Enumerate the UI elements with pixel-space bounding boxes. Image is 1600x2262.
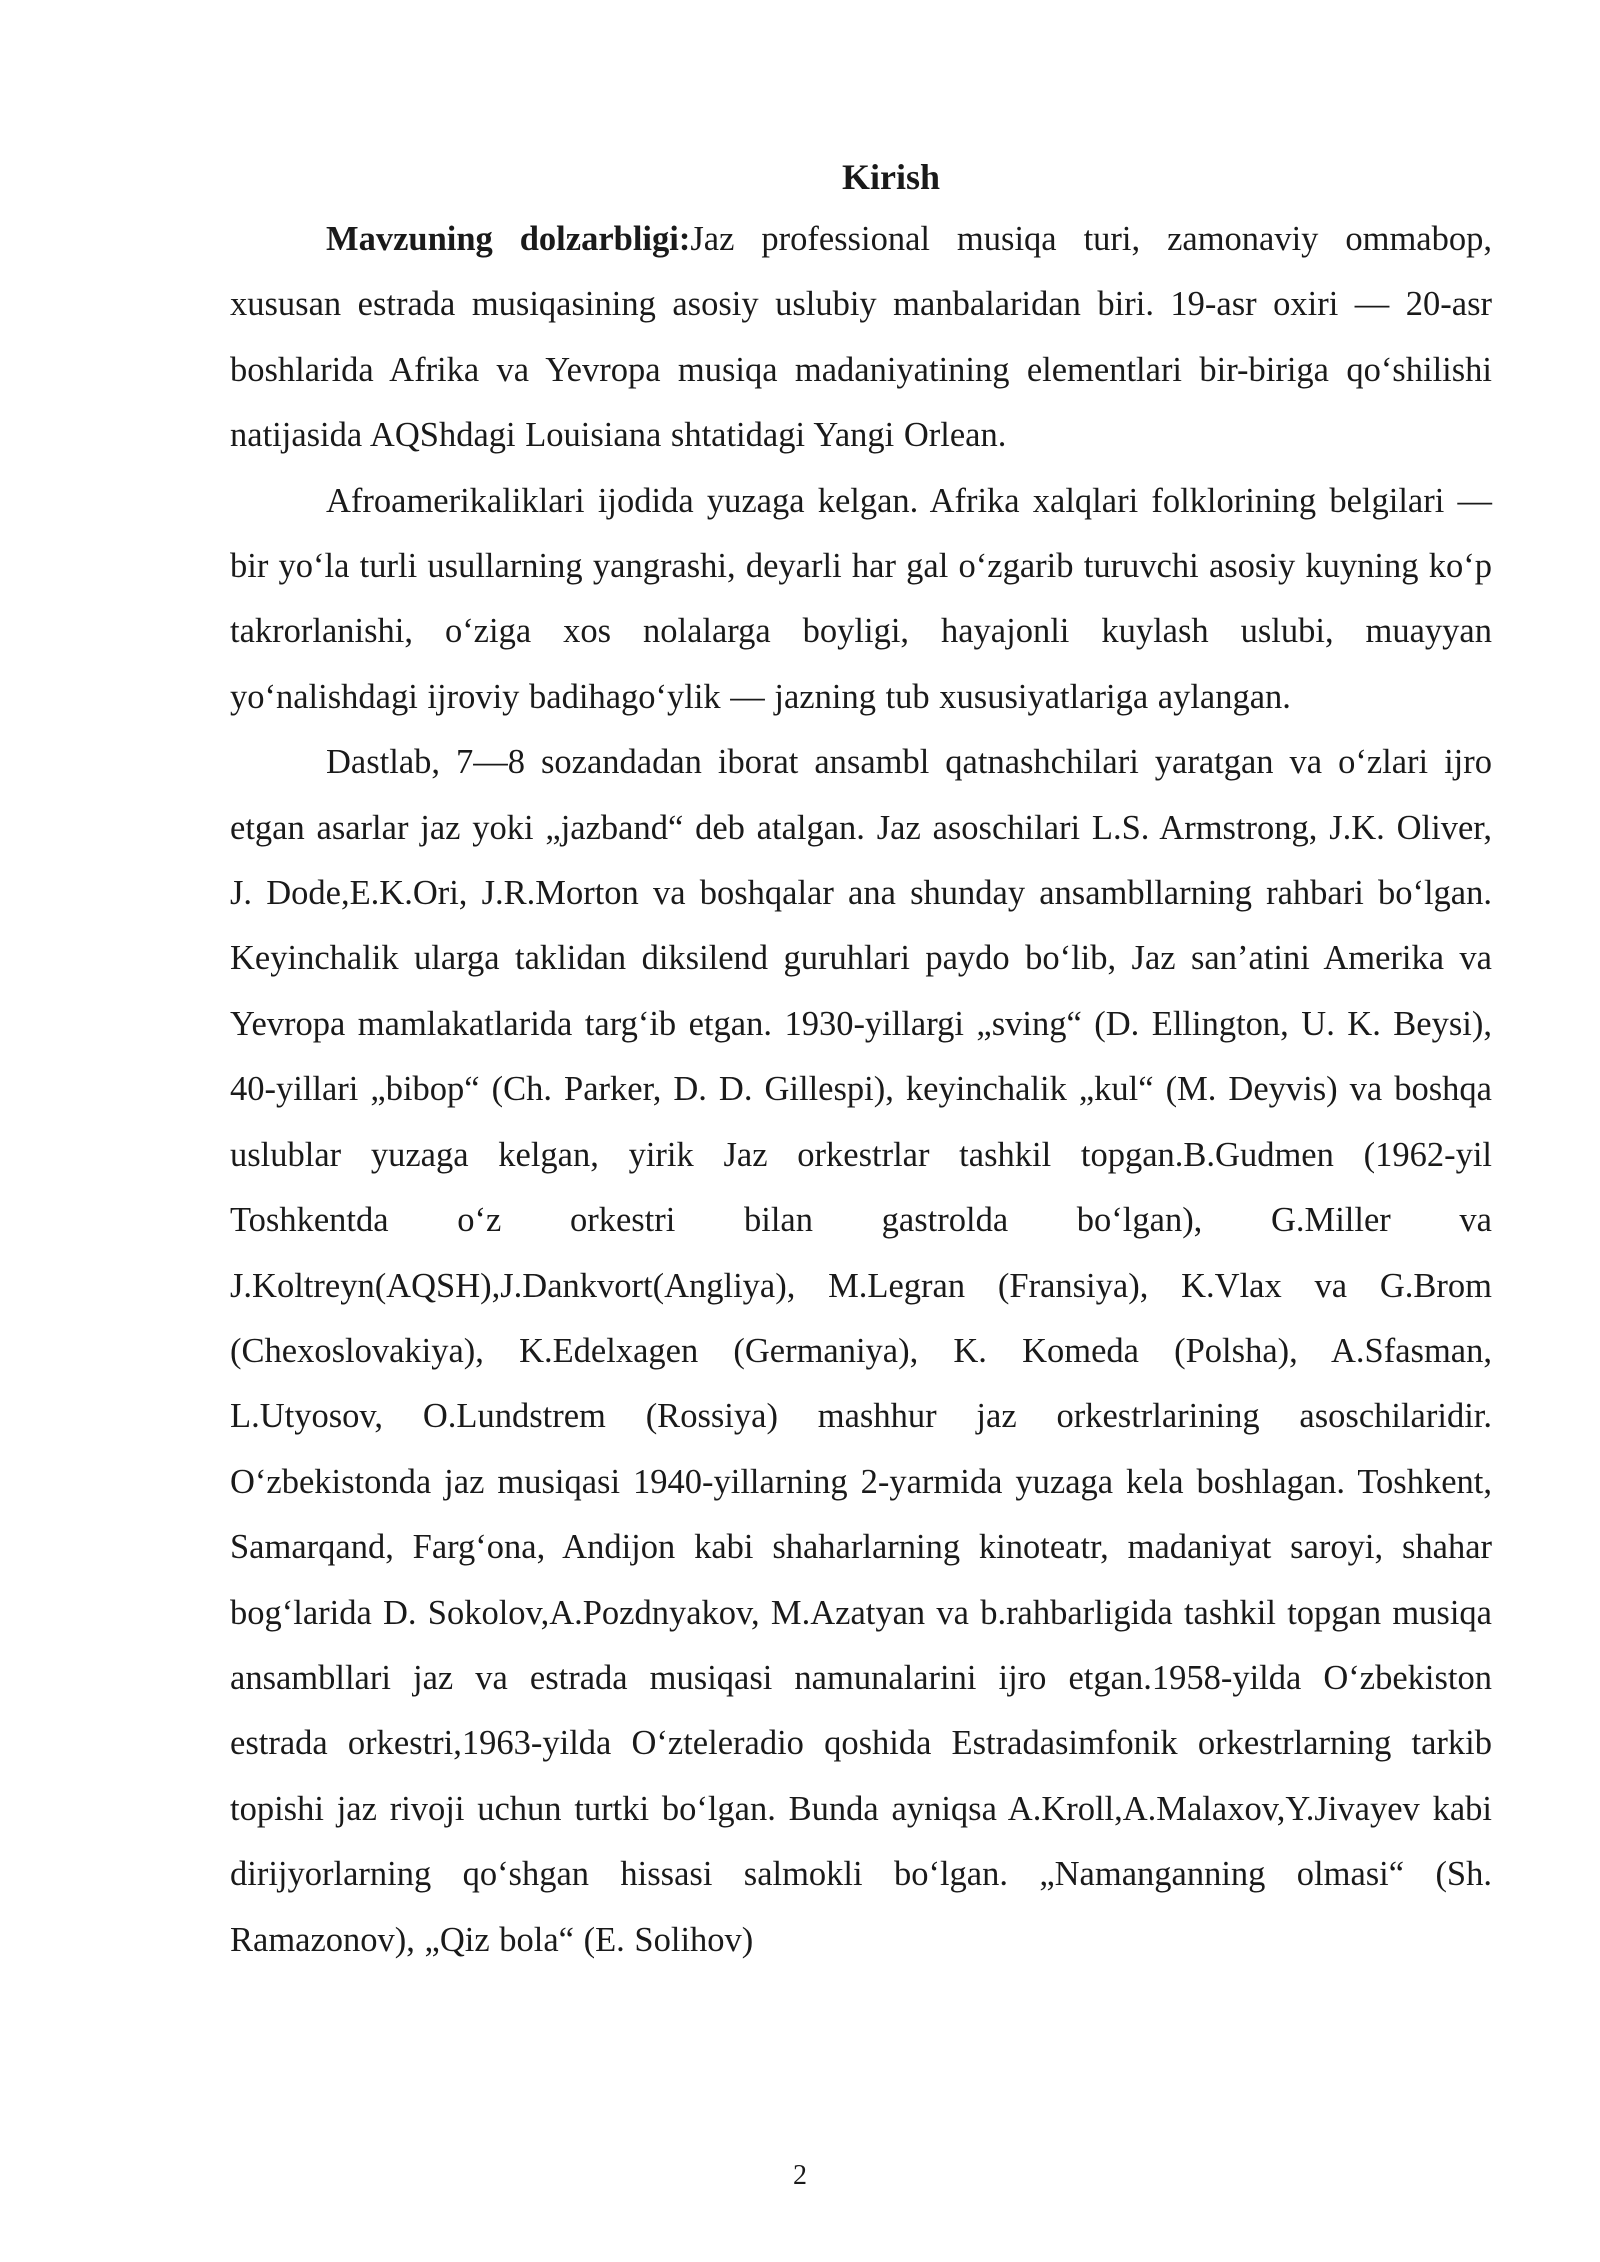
document-body	[230, 147, 1492, 1973]
paragraph-text: Jaz professional musiqa turi, zamonaviy ommabop, xususan estrada musiqasining asosiy uslubiy manbalaridan biri. 19-asr oxiri — 20-asr boshlarida Afrika va Yevropa musiqa madaniyatining elementlari bir-biriga qo‘shilishi natijasida AQShdagi Louisiana shtatidagi Yangi Orlean.	[230, 220, 1492, 455]
paragraph-afroamerican	[230, 469, 1492, 731]
paragraph-relevance	[230, 207, 1492, 469]
paragraph-text: Dastlab, 7—8 sozandadan iborat ansambl qatnashchilari yaratgan va o‘zlari ijro etgan asarlar jaz yoki „jazband“ deb atalgan. Jaz asoschilari L.S. Armstrong, J.K. Oliver, J. Dode,E.K.Ori, J.R.Morton va boshqalar ana shunday ansambllarning rahbari bo‘lgan. Keyinchalik ularga taklidan diksilend guruhlari paydo bo‘lib, Jaz san’atini Amerika va Yevropa mamlakatlarida targ‘ib etgan. 1930-yillargi „sving“ (D. Ellington, U. K. Beysi), 40-yillari „bibop“ (Ch. Parker, D. D. Gillespi), keyinchalik „kul“ (M. Deyvis) va boshqa uslublar yuzaga kelgan, yirik Jaz orkestrlar tashkil topgan.B.Gudmen (1962-yil Toshkentda o‘z orkestri bilan gastrolda bo‘lgan), G.Miller va J.Koltreyn(AQSH),J.Dankvort(Angliya), M.Legran (Fransiya), K.Vlax va G.Brom (Chexoslovakiya), K.Edelxagen (Germaniya), K. Komeda (Polsha), A.Sfasman, L.Utyosov, O.Lundstrem (Rossiya) mashhur jaz orkestrlarining asoschilaridir. O‘zbekistonda jaz musiqasi 1940-yillarning 2-yarmida yuzaga kela boshlagan. Toshkent, Samarqand, Farg‘ona, Andijon kabi shaharlarning kinoteatr, madaniyat saroyi, shahar bog‘larida D. Sokolov,A.Pozdnyakov, M.Azatyan va b.rahbarligida tashkil topgan musiqa ansambllari jaz va estrada musiqasi namunalarini ijro etgan.1958-yilda O‘zbekiston estrada orkestri,1963-yilda O‘zteleradio qoshida Estradasimfonik orkestrlarning tarkib topishi jaz rivoji uchun turtki bo‘lgan. Bunda ayniqsa A.Kroll,A.Malaxov,Y.Jivayev kabi dirijyorlarning qo‘shgan hissasi salmokli bo‘lgan. „Namanganning olmasi“ (Sh. Ramazonov), „Qiz bola“ (E. Solihov)	[230, 743, 1492, 1959]
paragraph-text: Afroamerikaliklari ijodida yuzaga kelgan. Afrika xalqlari folklorining belgilari — bir yo‘la turli usullarning yangrashi, deyarli har gal o‘zgarib turuvchi asosiy kuyning ko‘p takrorlanishi, o‘ziga xos nolalarga boyligi, hayajonli kuylash uslubi, muayyan yo‘nalishdagi ijroviy badihago‘ylik — jazning tub xususiyatlariga aylangan.	[230, 481, 1492, 716]
paragraph-lead: Mavzuning dolzarbligi:	[326, 220, 691, 258]
page-title: Kirish	[841, 157, 940, 197]
page-number: 2	[793, 2160, 807, 2191]
paragraph-history	[230, 730, 1492, 1973]
